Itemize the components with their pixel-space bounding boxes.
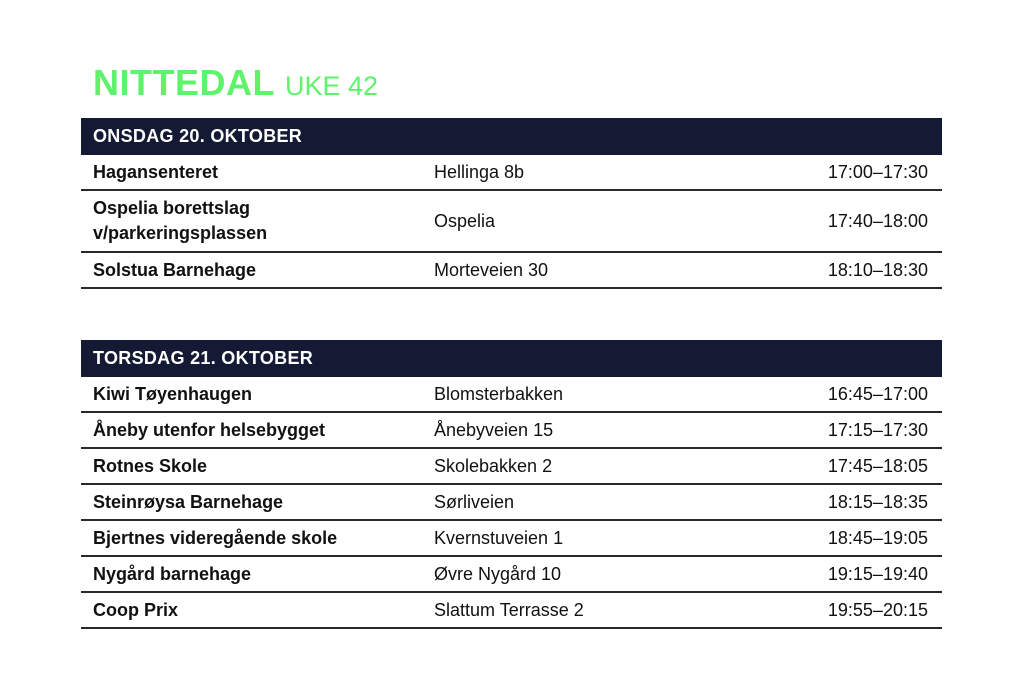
time-slot: 17:15–17:30 — [827, 419, 928, 440]
time-slot: 18:15–18:35 — [827, 491, 928, 512]
table-row — [81, 449, 942, 485]
day-block-wednesday — [81, 118, 942, 289]
place-name: Coop Prix — [93, 599, 179, 620]
time-slot: 18:45–19:05 — [827, 527, 928, 548]
table-row — [81, 413, 942, 449]
address: Skolebakken 2 — [434, 455, 553, 476]
time-slot: 19:15–19:40 — [827, 563, 928, 584]
time-slot: 19:55–20:15 — [827, 599, 928, 620]
address: Kvernstuveien 1 — [434, 527, 564, 548]
place-name: Rotnes Skole — [93, 455, 208, 476]
place-name: Bjertnes videregående skole — [93, 527, 338, 548]
time-slot: 18:10–18:30 — [827, 259, 928, 280]
place-name: Åneby utenfor helsebygget — [93, 419, 326, 440]
place-name: Ospelia borettslag v/parkeringsplassen — [93, 198, 268, 243]
place-name: Steinrøysa Barnehage — [93, 491, 284, 512]
day-header: TORSDAG 21. OKTOBER — [81, 340, 942, 377]
table-row — [81, 557, 942, 593]
page-title — [93, 62, 378, 104]
address: Morteveien 30 — [434, 259, 549, 280]
table-row — [81, 253, 942, 289]
day-header: ONSDAG 20. OKTOBER — [81, 118, 942, 155]
address: Ånebyveien 15 — [434, 419, 554, 440]
table-row — [81, 155, 942, 191]
place-name: Hagansenteret — [93, 161, 219, 182]
table-row — [81, 191, 942, 253]
day-block-thursday — [81, 340, 942, 629]
address: Blomsterbakken — [434, 383, 564, 404]
time-slot: 17:45–18:05 — [827, 455, 928, 476]
address: Ospelia — [434, 210, 496, 231]
table-row — [81, 521, 942, 557]
time-slot: 16:45–17:00 — [827, 383, 928, 404]
address: Hellinga 8b — [434, 161, 525, 182]
place-name: Solstua Barnehage — [93, 259, 257, 280]
municipality-title: NITTEDAL — [93, 62, 275, 103]
week-label: UKE 42 — [284, 71, 379, 101]
place-name: Kiwi Tøyenhaugen — [93, 383, 253, 404]
table-row — [81, 593, 942, 629]
address: Slattum Terrasse 2 — [434, 599, 584, 620]
time-slot: 17:00–17:30 — [827, 161, 928, 182]
time-slot: 17:40–18:00 — [827, 210, 928, 231]
address: Øvre Nygård 10 — [434, 563, 562, 584]
table-row — [81, 377, 942, 413]
address: Sørliveien — [434, 491, 515, 512]
table-row — [81, 485, 942, 521]
place-name: Nygård barnehage — [93, 563, 252, 584]
